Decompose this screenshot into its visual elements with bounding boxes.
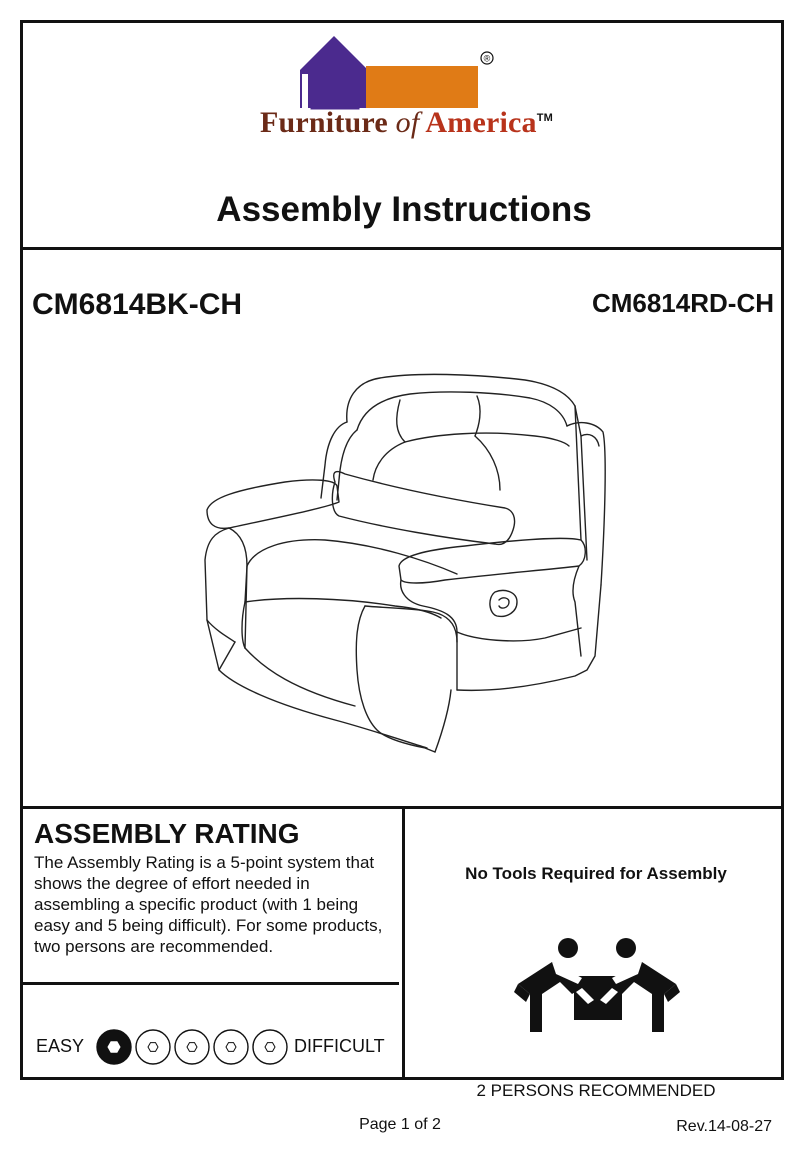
divider-title <box>23 247 781 250</box>
hex-bolt-icon <box>108 1042 120 1052</box>
page-title: Assembly Instructions <box>216 190 592 229</box>
revision-label: Rev.14-08-27 <box>676 1118 772 1135</box>
recliner-chair-icon <box>195 370 615 770</box>
rating-dot-1 <box>97 1030 131 1064</box>
difficult-label: DIFFICULT <box>294 1036 385 1056</box>
model-number-left: CM6814BK-CH <box>32 288 243 321</box>
divider-rating <box>23 982 399 985</box>
no-tools-note: No Tools Required for Assembly <box>465 864 727 883</box>
persons-recommended: 2 PERSONS RECOMMENDED <box>476 1081 716 1100</box>
easy-label: EASY <box>36 1036 85 1056</box>
brand-wordmark <box>260 106 553 140</box>
two-persons-lifting-icon <box>512 932 682 1032</box>
brand-name-2: of <box>395 106 420 139</box>
registered-mark: ® <box>483 53 491 64</box>
rating-dot-3 <box>175 1030 209 1064</box>
rating-dot-4 <box>214 1030 248 1064</box>
rating-heading: ASSEMBLY RATING <box>34 818 300 849</box>
brand-name-1: Furniture <box>260 106 388 139</box>
rating-dot-5 <box>253 1030 287 1064</box>
trademark-mark: TM <box>536 112 554 124</box>
rating-description: The Assembly Rating is a 5-point system that shows the degree of effort needed in assembling a specific product (with 1 being easy and 5 being difficult). For some products, two persons are recommended. <box>34 853 383 956</box>
model-number-right: CM6814RD-CH <box>591 288 774 318</box>
brand-name-3: America <box>425 106 537 139</box>
divider-vertical <box>402 809 405 1077</box>
rating-scale <box>96 1027 291 1067</box>
page-number: Page 1 of 2 <box>359 1116 441 1133</box>
rating-dot-2 <box>136 1030 170 1064</box>
